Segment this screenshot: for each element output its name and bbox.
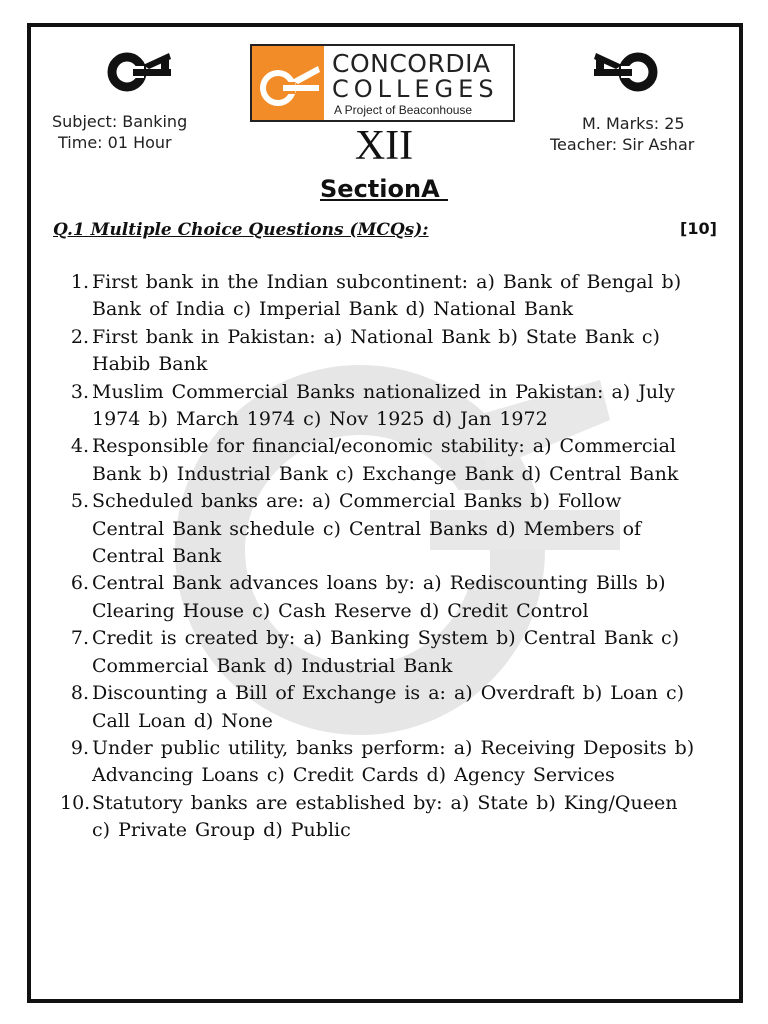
mcq-text: Central Bank advances loans by: a) Rediscounting Bills b) Clearing House c) Cash Reserve d) Credit Control — [92, 572, 666, 622]
mcq-number: 2. — [70, 325, 89, 348]
mcq-item — [60, 269, 700, 324]
max-marks-label: M. Marks: 25 — [582, 114, 685, 133]
section-title — [0, 175, 768, 203]
mcq-number: 3. — [70, 380, 89, 403]
section-title-text: SectionA — [320, 175, 448, 203]
mcq-item — [60, 625, 700, 680]
mcq-item — [60, 379, 700, 434]
grade-title: XII — [354, 123, 414, 169]
mcq-number: 5. — [70, 490, 89, 513]
mcq-text: Statutory banks are established by: a) State b) King/Queen c) Private Group d) Public — [92, 791, 678, 842]
concordia-logo-left-icon — [105, 47, 175, 93]
mcq-text: Discounting a Bill of Exchange is a: a) Overdraft b) Loan c) Call Loan d) None — [92, 682, 685, 732]
mcq-text: Under public utility, banks perform: a) Receiving Deposits b) Advancing Loans c) Credit Cards d) Agency Services — [92, 736, 695, 787]
mcq-item — [60, 433, 700, 488]
mcq-item — [60, 324, 700, 379]
time-label: Time: 01 Hour — [58, 133, 172, 152]
mcq-number: 10. — [60, 791, 91, 814]
logo-mark-panel — [252, 46, 324, 120]
mcq-item — [60, 680, 700, 735]
mcq-number: 6. — [70, 572, 89, 595]
mcq-text: Credit is created by: a) Banking System b) Central Bank c) Commercial Bank d) Industrial Bank — [92, 627, 680, 677]
brand-name-line2: COLLEGES — [332, 75, 499, 103]
mcq-text: Scheduled banks are: a) Commercial Banks b) Follow Central Bank schedule c) Central Banks d) Members of Central Bank — [92, 490, 642, 568]
concordia-colleges-logo — [250, 44, 515, 122]
brand-name-line1: CONCORDIA — [332, 49, 491, 78]
brand-tagline: A Project of Beaconhouse — [334, 103, 473, 117]
mcq-text: First bank in the Indian subcontinent: a) Bank of Bengal b) Bank of India c) Imperial Bank d) National Bank — [92, 271, 682, 321]
concordia-logo-right-icon — [590, 47, 660, 93]
mcq-item — [60, 570, 700, 625]
subject-label: Subject: Banking — [52, 112, 188, 131]
mcq-text: Muslim Commercial Banks nationalized in Pakistan: a) July 1974 b) March 1974 c) Nov 1925 d) Jan 1972 — [92, 380, 675, 431]
question-heading: Q.1 Multiple Choice Questions (MCQs): — [53, 220, 429, 240]
logo-mark-icon — [252, 46, 324, 120]
mcq-item — [60, 488, 700, 570]
mcq-number: 4. — [70, 435, 89, 458]
mcq-text: Responsible for financial/economic stability: a) Commercial Bank b) Industrial Bank c) Exchange Bank d) Central Bank — [92, 435, 679, 485]
mcq-number: 7. — [70, 627, 89, 650]
mcq-number: 1. — [70, 271, 89, 293]
mcq-list — [60, 269, 700, 845]
teacher-label: Teacher: Sir Ashar — [550, 135, 695, 154]
question-marks: [10] — [680, 219, 717, 238]
mcq-number: 8. — [70, 682, 89, 705]
mcq-number: 9. — [70, 736, 89, 759]
mcq-item — [60, 790, 700, 845]
mcq-text: First bank in Pakistan: a) National Bank b) State Bank c) Habib Bank — [92, 325, 660, 376]
mcq-item — [60, 735, 700, 790]
